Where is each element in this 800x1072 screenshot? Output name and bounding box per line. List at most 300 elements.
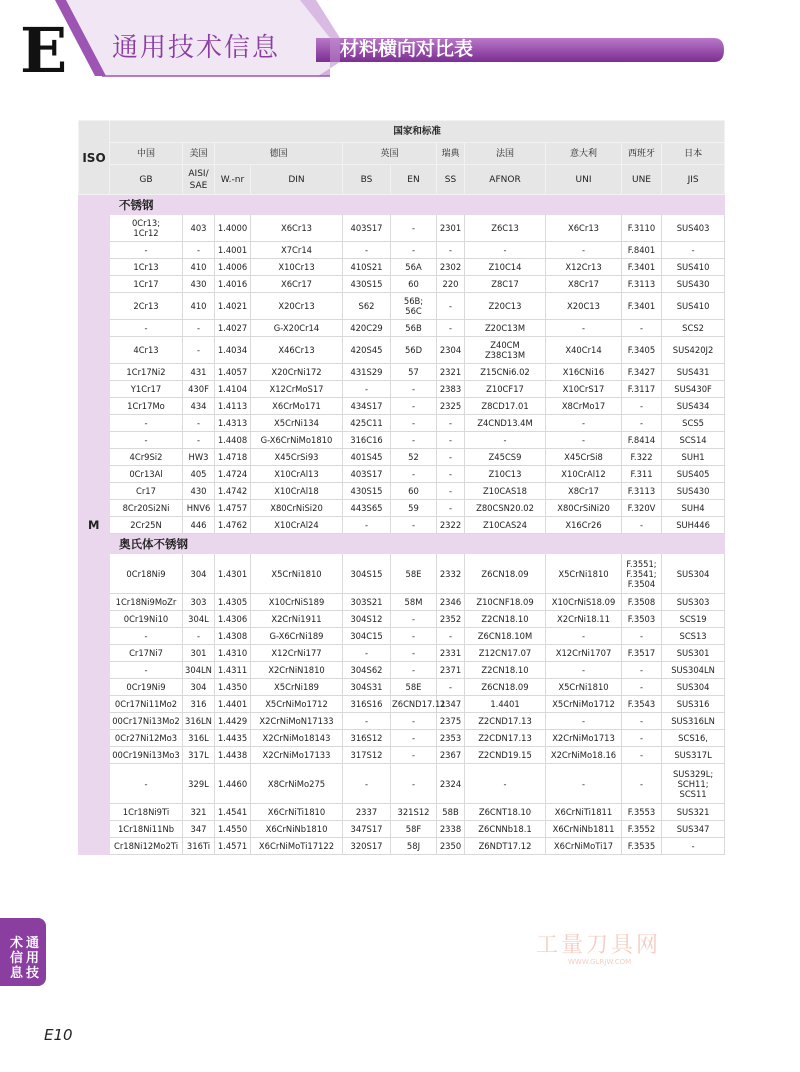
std-aisi-sae-cell: 301 (183, 645, 215, 662)
std-gb-cell: 1Cr18Ni9MoZr (110, 594, 183, 611)
std-wnr-cell: 1.4438 (215, 747, 251, 764)
std-wnr-cell: 1.4305 (215, 594, 251, 611)
std-din-cell: G-X20Cr14 (251, 320, 343, 337)
std-uni-cell: - (546, 242, 622, 259)
std-din-cell: X12CrNi177 (251, 645, 343, 662)
std-bs-cell: - (343, 713, 391, 730)
std-gb-cell: Cr17Ni7 (110, 645, 183, 662)
table-row (79, 483, 725, 500)
std-gb-cell: - (110, 242, 183, 259)
std-uni-cell: X2CrNiMo18.16 (546, 747, 622, 764)
std-bs-cell: 316C16 (343, 432, 391, 449)
std-une-cell: F.320V (622, 500, 662, 517)
std-aisi-sae-cell: 316 (183, 696, 215, 713)
table-row (79, 594, 725, 611)
std-uni-cell: X8CrMo17 (546, 398, 622, 415)
std-aisi-sae-cell: - (183, 337, 215, 364)
std-wnr-cell: 1.4016 (215, 276, 251, 293)
std-une-cell: F.8414 (622, 432, 662, 449)
std-aisi-sae-cell: 303 (183, 594, 215, 611)
std-gb-cell: - (110, 628, 183, 645)
std-en-cell: 58M (391, 594, 437, 611)
std-aisi-sae-cell: - (183, 432, 215, 449)
std-jis-cell: SUS420J2 (662, 337, 725, 364)
std-aisi-sae-cell: 304LN (183, 662, 215, 679)
std-wnr-cell: 1.4001 (215, 242, 251, 259)
std-jis-cell: SCS13 (662, 628, 725, 645)
std-une-cell: - (622, 747, 662, 764)
std-din-cell: X7Cr14 (251, 242, 343, 259)
std-une-cell: F.8401 (622, 242, 662, 259)
std-en-cell: 58E (391, 679, 437, 696)
std-gb-cell: 0Cr18Ni9 (110, 554, 183, 594)
country-china: 中国 (110, 143, 183, 165)
std-gb-cell: 00Cr17Ni13Mo2 (110, 713, 183, 730)
std-afnor-cell: Z20C13M (465, 320, 546, 337)
std-aisi-sae-cell: 316L (183, 730, 215, 747)
table-row (79, 662, 725, 679)
std-en-cell: 56B; 56C (391, 293, 437, 320)
std-gb-cell: 4Cr9Si2 (110, 449, 183, 466)
table-row (79, 804, 725, 821)
std-gb-cell: - (110, 662, 183, 679)
std-une-cell: F.3508 (622, 594, 662, 611)
std-ss-header: SS (437, 165, 465, 195)
std-bs-cell: 303S21 (343, 594, 391, 611)
std-en-cell: 58J (391, 838, 437, 855)
std-wnr-cell: 1.4742 (215, 483, 251, 500)
std-bs-cell: - (343, 764, 391, 804)
std-uni-cell: X2CrNiMo1713 (546, 730, 622, 747)
std-bs-cell: 347S17 (343, 821, 391, 838)
std-en-cell: 56A (391, 259, 437, 276)
std-une-cell: F.3543 (622, 696, 662, 713)
std-afnor-cell: - (465, 242, 546, 259)
std-wnr-cell: 1.4541 (215, 804, 251, 821)
std-une-cell: - (622, 415, 662, 432)
std-gb-cell: - (110, 432, 183, 449)
std-din-cell: X5CrNiMo1712 (251, 696, 343, 713)
std-une-cell: - (622, 764, 662, 804)
std-afnor-cell: Z6CNNb18.1 (465, 821, 546, 838)
std-gb-cell: 8Cr20Si2Ni (110, 500, 183, 517)
std-aisi-sae-cell: - (183, 415, 215, 432)
std-afnor-cell: Z15CNi6.02 (465, 364, 546, 381)
side-chapter-tab[interactable] (0, 918, 46, 986)
std-uni-cell: X5CrNiMo1712 (546, 696, 622, 713)
std-uni-cell: X8Cr17 (546, 276, 622, 293)
std-une-cell: F.3503 (622, 611, 662, 628)
watermark-text: 工量刀具网 (536, 933, 662, 958)
std-ss-cell: 2375 (437, 713, 465, 730)
std-wnr-cell: 1.4429 (215, 713, 251, 730)
std-en-cell: - (391, 730, 437, 747)
std-ss-cell: 2302 (437, 259, 465, 276)
std-din-cell: G-X6CrNiMo1810 (251, 432, 343, 449)
std-afnor-cell: Z6CNT18.10 (465, 804, 546, 821)
std-uni-cell: X8Cr17 (546, 483, 622, 500)
std-gb-cell: Cr18Ni12Mo2Ti (110, 838, 183, 855)
table-row (79, 364, 725, 381)
std-uni-header: UNI (546, 165, 622, 195)
std-gb-cell: 1Cr18Ni9Ti (110, 804, 183, 821)
std-jis-cell: SUS304 (662, 554, 725, 594)
std-uni-cell: - (546, 662, 622, 679)
std-wnr-cell: 1.4113 (215, 398, 251, 415)
std-afnor-cell: Z40CM Z38C13M (465, 337, 546, 364)
std-afnor-cell: Z80CSN20.02 (465, 500, 546, 517)
std-wnr-cell: 1.4021 (215, 293, 251, 320)
std-aisi-sae-cell: 434 (183, 398, 215, 415)
std-en-cell: - (391, 398, 437, 415)
std-une-cell: - (622, 713, 662, 730)
std-bs-cell: 320S17 (343, 838, 391, 855)
std-gb-cell: 00Cr19Ni13Mo3 (110, 747, 183, 764)
std-jis-cell: - (662, 838, 725, 855)
std-afnor-cell: Z8CD17.01 (465, 398, 546, 415)
std-afnor-cell: Z6C13 (465, 215, 546, 242)
std-afnor-cell: Z20C13 (465, 293, 546, 320)
table-row (79, 293, 725, 320)
std-gb-cell: Cr17 (110, 483, 183, 500)
std-jis-cell: SUS321 (662, 804, 725, 821)
std-afnor-cell: Z2CND19.15 (465, 747, 546, 764)
std-une-cell: F.3405 (622, 337, 662, 364)
std-bs-cell: 304S15 (343, 554, 391, 594)
std-aisi-sae-cell: 316LN (183, 713, 215, 730)
std-afnor-cell: Z12CN17.07 (465, 645, 546, 662)
std-din-cell: X2CrNiMo17133 (251, 747, 343, 764)
std-une-cell: F.3401 (622, 259, 662, 276)
table-body (79, 195, 725, 855)
std-din-cell: X2CrNiMoN17133 (251, 713, 343, 730)
std-aisi-sae-cell: HNV6 (183, 500, 215, 517)
std-afnor-cell: Z6CN18.09 (465, 679, 546, 696)
section-title: 通用技术信息 (112, 33, 281, 63)
std-afnor-cell: - (465, 764, 546, 804)
std-wnr-cell: 1.4034 (215, 337, 251, 364)
std-afnor-cell: Z2CND17.13 (465, 713, 546, 730)
std-en-cell: 60 (391, 483, 437, 500)
std-ss-cell: - (437, 293, 465, 320)
std-bs-cell: 304S31 (343, 679, 391, 696)
country-uk: 英国 (343, 143, 437, 165)
std-jis-cell: SUS329L; SCH11; SCS11 (662, 764, 725, 804)
std-ss-cell: 2322 (437, 517, 465, 534)
std-une-header: UNE (622, 165, 662, 195)
std-ss-cell: 2350 (437, 838, 465, 855)
std-ss-cell: 2325 (437, 398, 465, 415)
std-uni-cell: X6CrNiMoTi17 (546, 838, 622, 855)
std-jis-cell: SCS19 (662, 611, 725, 628)
std-en-cell: 60 (391, 276, 437, 293)
table-row (79, 517, 725, 534)
std-jis-cell: SUH446 (662, 517, 725, 534)
std-aisi-sae-cell: 403 (183, 215, 215, 242)
std-gb-cell: 2Cr25N (110, 517, 183, 534)
std-ss-cell: 2301 (437, 215, 465, 242)
page-header (0, 0, 800, 100)
std-jis-cell: SUS304LN (662, 662, 725, 679)
std-en-cell: - (391, 517, 437, 534)
std-afnor-cell: Z2CDN17.13 (465, 730, 546, 747)
std-wnr-cell: 1.4057 (215, 364, 251, 381)
std-aisi-sae-cell: 317L (183, 747, 215, 764)
table-row (79, 679, 725, 696)
table-row (79, 696, 725, 713)
std-une-cell: - (622, 517, 662, 534)
std-ss-cell: - (437, 432, 465, 449)
std-gb-header: GB (110, 165, 183, 195)
std-din-cell: X6Cr17 (251, 276, 343, 293)
table-row (79, 432, 725, 449)
std-bs-cell: 304C15 (343, 628, 391, 645)
std-ss-cell: 2321 (437, 364, 465, 381)
std-ss-cell: 2383 (437, 381, 465, 398)
std-gb-cell: 2Cr13 (110, 293, 183, 320)
std-une-cell: F.3535 (622, 838, 662, 855)
std-jis-cell: SCS2 (662, 320, 725, 337)
std-afnor-cell: Z10CAS24 (465, 517, 546, 534)
table-row (79, 381, 725, 398)
std-wnr-cell: 1.4550 (215, 821, 251, 838)
std-bs-cell: 304S12 (343, 611, 391, 628)
table-header (79, 121, 725, 195)
std-wnr-cell: 1.4306 (215, 611, 251, 628)
std-afnor-cell: Z6NDT17.12 (465, 838, 546, 855)
std-din-cell: X20CrNi172 (251, 364, 343, 381)
std-afnor-cell: 1.4401 (465, 696, 546, 713)
std-gb-cell: 1Cr17Ni2 (110, 364, 183, 381)
std-une-cell: F.3553 (622, 804, 662, 821)
table-row (79, 500, 725, 517)
page-subtitle: 材料横向对比表 (340, 38, 474, 60)
std-ss-cell: 2347 (437, 696, 465, 713)
std-afnor-cell: Z6CN18.09 (465, 554, 546, 594)
std-din-cell: X2CrNiMo18143 (251, 730, 343, 747)
std-gb-cell: 0Cr19Ni9 (110, 679, 183, 696)
std-din-cell: X10CrAl24 (251, 517, 343, 534)
std-aisi-sae-cell: 329L (183, 764, 215, 804)
std-jis-cell: SUS347 (662, 821, 725, 838)
std-ss-cell: 2332 (437, 554, 465, 594)
std-bs-cell: 304S62 (343, 662, 391, 679)
std-jis-cell: SUS316LN (662, 713, 725, 730)
std-en-cell: Z6CND17.11 (391, 696, 437, 713)
table-row (79, 730, 725, 747)
std-aisi-sae-cell: 430F (183, 381, 215, 398)
side-tab-char: 技 (25, 966, 39, 981)
std-jis-cell: SUS430 (662, 276, 725, 293)
std-uni-cell: X10CrAl12 (546, 466, 622, 483)
std-uni-cell: X10CrNiS18.09 (546, 594, 622, 611)
std-din-cell: X46Cr13 (251, 337, 343, 364)
std-uni-cell: X20C13 (546, 293, 622, 320)
std-en-cell: 56D (391, 337, 437, 364)
std-jis-cell: SUS405 (662, 466, 725, 483)
std-din-cell: X10Cr13 (251, 259, 343, 276)
side-tab-char: 通 (25, 936, 39, 951)
std-din-cell: X6CrMo171 (251, 398, 343, 415)
std-une-cell: - (622, 320, 662, 337)
std-din-cell: X6CrNiMoTi17122 (251, 838, 343, 855)
section-header-row (79, 534, 725, 554)
std-aisi-sae-cell: - (183, 242, 215, 259)
std-wnr-cell: 1.4724 (215, 466, 251, 483)
std-une-cell: - (622, 628, 662, 645)
country-france: 法国 (465, 143, 546, 165)
std-wnr-cell: 1.4460 (215, 764, 251, 804)
side-tab-char: 用 (25, 951, 39, 966)
std-ss-cell: 2353 (437, 730, 465, 747)
std-en-cell: - (391, 662, 437, 679)
std-jis-cell: SUS303 (662, 594, 725, 611)
std-jis-cell: SUS430 (662, 483, 725, 500)
std-en-cell: 321S12 (391, 804, 437, 821)
std-bs-cell: - (343, 242, 391, 259)
std-wnr-cell: 1.4762 (215, 517, 251, 534)
std-une-cell: F.3113 (622, 483, 662, 500)
std-din-cell: X10CrNiS189 (251, 594, 343, 611)
std-en-cell: - (391, 747, 437, 764)
std-gb-cell: 0Cr13Al (110, 466, 183, 483)
std-uni-cell: - (546, 764, 622, 804)
std-uni-cell: X6CrNiNb1811 (546, 821, 622, 838)
std-jis-cell: SUS410 (662, 293, 725, 320)
std-wnr-cell: 1.4350 (215, 679, 251, 696)
std-bs-cell: - (343, 645, 391, 662)
std-bs-cell: 420C29 (343, 320, 391, 337)
std-uni-cell: X2CrNi18.11 (546, 611, 622, 628)
std-afnor-cell: Z2CN18.10 (465, 662, 546, 679)
std-wnr-cell: 1.4757 (215, 500, 251, 517)
table-row (79, 747, 725, 764)
std-ss-cell: - (437, 415, 465, 432)
std-bs-cell: - (343, 517, 391, 534)
section-title: 奥氏体不锈钢 (110, 534, 725, 554)
std-jis-cell: SUH4 (662, 500, 725, 517)
std-une-cell: - (622, 730, 662, 747)
std-en-cell: - (391, 242, 437, 259)
country-spain: 西班牙 (622, 143, 662, 165)
std-din-cell: X5CrNi134 (251, 415, 343, 432)
std-din-cell: X80CrNiSi20 (251, 500, 343, 517)
std-wnr-cell: 1.4000 (215, 215, 251, 242)
std-din-cell: X12CrMoS17 (251, 381, 343, 398)
std-en-cell: - (391, 764, 437, 804)
std-une-cell: F.3401 (622, 293, 662, 320)
std-une-cell: F.3117 (622, 381, 662, 398)
table-row (79, 449, 725, 466)
table-row (79, 713, 725, 730)
std-en-cell: 57 (391, 364, 437, 381)
std-une-cell: F.3427 (622, 364, 662, 381)
iso-group-m: M (79, 195, 110, 855)
std-bs-cell: 410S21 (343, 259, 391, 276)
std-din-cell: X8CrNiMo275 (251, 764, 343, 804)
std-bs-cell: 443S65 (343, 500, 391, 517)
std-jis-cell: SUS431 (662, 364, 725, 381)
std-din-cell: X6Cr13 (251, 215, 343, 242)
std-uni-cell: X6CrNiTi1811 (546, 804, 622, 821)
std-jis-cell: SUS430F (662, 381, 725, 398)
table-row (79, 276, 725, 293)
std-wnr-cell: 1.4310 (215, 645, 251, 662)
page-number: E10 (44, 1026, 73, 1044)
std-ss-cell: - (437, 483, 465, 500)
section-header-row (79, 195, 725, 215)
std-jis-cell: SUS403 (662, 215, 725, 242)
std-aisi-sae-cell: - (183, 320, 215, 337)
std-bs-cell: 434S17 (343, 398, 391, 415)
std-ss-cell: - (437, 466, 465, 483)
std-uni-cell: X10CrS17 (546, 381, 622, 398)
std-ss-cell: - (437, 628, 465, 645)
std-wnr-cell: 1.4027 (215, 320, 251, 337)
std-afnor-cell: Z10CNF18.09 (465, 594, 546, 611)
std-ss-cell: 2346 (437, 594, 465, 611)
std-gb-cell: - (110, 320, 183, 337)
chapter-letter: E (20, 14, 68, 87)
std-din-cell: X2CrNi1911 (251, 611, 343, 628)
std-aisi-sae-cell: - (183, 628, 215, 645)
std-bs-cell: 401S45 (343, 449, 391, 466)
std-une-cell: F.3113 (622, 276, 662, 293)
std-en-cell: 58E (391, 554, 437, 594)
section-title: 不锈钢 (110, 195, 725, 215)
std-gb-cell: 0Cr13; 1Cr12 (110, 215, 183, 242)
std-afnor-cell: Z10C13 (465, 466, 546, 483)
std-jis-cell: SUS304 (662, 679, 725, 696)
std-en-cell: 59 (391, 500, 437, 517)
country-sweden: 瑞典 (437, 143, 465, 165)
std-afnor-cell: Z45CS9 (465, 449, 546, 466)
watermark-url: WWW.GLRJW.COM (568, 958, 632, 966)
std-aisi-sae-header: AISI/ SAE (183, 165, 215, 195)
std-jis-cell: SUS301 (662, 645, 725, 662)
std-wnr-cell: 1.4311 (215, 662, 251, 679)
std-wnr-cell: 1.4006 (215, 259, 251, 276)
std-aisi-sae-cell: 410 (183, 259, 215, 276)
std-aisi-sae-cell: 430 (183, 276, 215, 293)
table-row (79, 415, 725, 432)
std-gb-cell: Y1Cr17 (110, 381, 183, 398)
table-row (79, 838, 725, 855)
std-aisi-sae-cell: 321 (183, 804, 215, 821)
material-comparison-table-wrap (78, 120, 724, 855)
std-wnr-cell: 1.4308 (215, 628, 251, 645)
std-aisi-sae-cell: 304L (183, 611, 215, 628)
std-ss-cell: - (437, 449, 465, 466)
std-gb-cell: 0Cr17Ni11Mo2 (110, 696, 183, 713)
std-din-cell: X45CrSi93 (251, 449, 343, 466)
table-row (79, 259, 725, 276)
std-en-cell: - (391, 645, 437, 662)
std-jis-cell: SUS410 (662, 259, 725, 276)
std-uni-cell: X45CrSi8 (546, 449, 622, 466)
std-bs-cell: 2337 (343, 804, 391, 821)
std-en-cell: - (391, 628, 437, 645)
std-en-cell: 58F (391, 821, 437, 838)
std-din-header: DIN (251, 165, 343, 195)
table-row (79, 242, 725, 259)
std-une-cell: - (622, 662, 662, 679)
std-bs-cell: S62 (343, 293, 391, 320)
std-aisi-sae-cell: 304 (183, 679, 215, 696)
country-usa: 美国 (183, 143, 215, 165)
std-din-cell: X20Cr13 (251, 293, 343, 320)
std-gb-cell: 0Cr27Ni12Mo3 (110, 730, 183, 747)
